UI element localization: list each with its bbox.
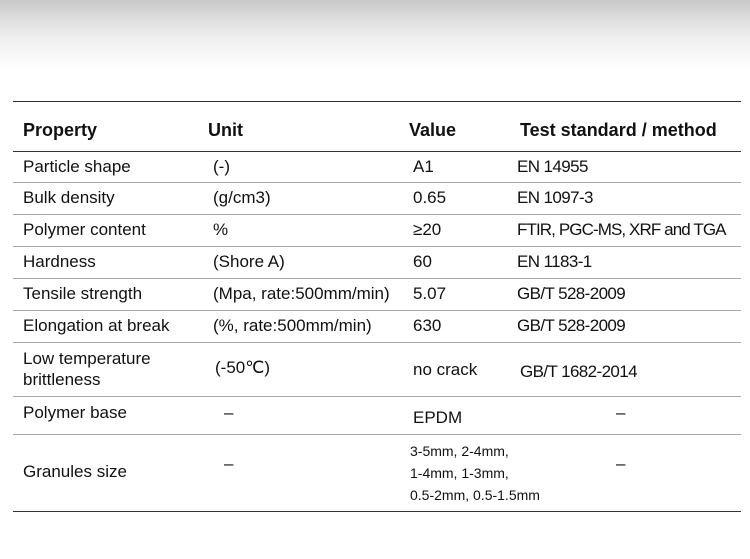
row-divider bbox=[13, 214, 741, 215]
cell-value: no crack bbox=[413, 360, 478, 379]
cell-standard: EN 1097-3 bbox=[517, 188, 593, 207]
cell-standard: EN 14955 bbox=[517, 157, 588, 176]
cell-property: Polymer content bbox=[23, 220, 146, 239]
table-top-rule bbox=[13, 101, 741, 102]
cell-unit: – bbox=[224, 403, 234, 422]
cell-value: 5.07 bbox=[413, 284, 447, 303]
cell-unit: (g/cm3) bbox=[213, 188, 271, 207]
top-shadow bbox=[0, 0, 750, 70]
row-divider bbox=[13, 342, 741, 343]
cell-property: Particle shape bbox=[23, 157, 131, 176]
header-bottom-rule bbox=[13, 151, 741, 152]
row-divider bbox=[13, 434, 741, 435]
header-value: Value bbox=[409, 120, 457, 140]
cell-unit: (-) bbox=[213, 157, 230, 176]
header-unit: Unit bbox=[208, 120, 243, 140]
cell-unit: (%, rate:500mm/min) bbox=[213, 316, 372, 335]
cell-unit: (-50℃) bbox=[215, 358, 270, 377]
cell-standard: – bbox=[616, 403, 626, 422]
cell-standard: FTIR, PGC-MS, XRF and TGA bbox=[517, 220, 726, 239]
cell-property: Tensile strength bbox=[23, 284, 143, 303]
table-bottom-rule bbox=[13, 511, 741, 512]
cell-standard: EN 1183-1 bbox=[517, 252, 592, 271]
cell-value: A1 bbox=[413, 157, 434, 176]
cell-property: Bulk density bbox=[23, 188, 115, 207]
cell-property: Polymer base bbox=[23, 403, 127, 422]
cell-value: ≥20 bbox=[413, 220, 442, 239]
cell-unit: (Mpa, rate:500mm/min) bbox=[213, 284, 390, 303]
row-divider bbox=[13, 396, 741, 397]
row-divider bbox=[13, 278, 741, 279]
header-standard: Test standard / method bbox=[520, 120, 717, 140]
cell-standard: GB/T 528-2009 bbox=[517, 316, 626, 335]
cell-property: Granules size bbox=[23, 462, 127, 481]
cell-standard: GB/T 1682-2014 bbox=[520, 362, 637, 381]
cell-value: 630 bbox=[413, 316, 442, 335]
cell-value: 60 bbox=[413, 252, 432, 271]
cell-property: Hardness bbox=[23, 252, 96, 271]
cell-value-line: 3-5mm, 2-4mm, bbox=[410, 443, 509, 459]
row-divider bbox=[13, 310, 741, 311]
row-divider bbox=[13, 182, 741, 183]
cell-unit: – bbox=[224, 454, 234, 473]
cell-value: EPDM bbox=[413, 408, 463, 427]
cell-value-line: 1-4mm, 1-3mm, bbox=[410, 465, 509, 481]
cell-standard: – bbox=[616, 454, 626, 473]
cell-property: brittleness bbox=[23, 370, 101, 389]
cell-standard: GB/T 528-2009 bbox=[517, 284, 626, 303]
cell-unit: (Shore A) bbox=[213, 252, 285, 271]
cell-property: Elongation at break bbox=[23, 316, 170, 335]
cell-unit: % bbox=[213, 220, 229, 239]
cell-value: 0.65 bbox=[413, 188, 447, 207]
row-divider bbox=[13, 246, 741, 247]
cell-property: Low temperature bbox=[23, 349, 151, 368]
cell-value-line: 0.5-2mm, 0.5-1.5mm bbox=[410, 487, 540, 503]
header-property: Property bbox=[23, 120, 98, 140]
